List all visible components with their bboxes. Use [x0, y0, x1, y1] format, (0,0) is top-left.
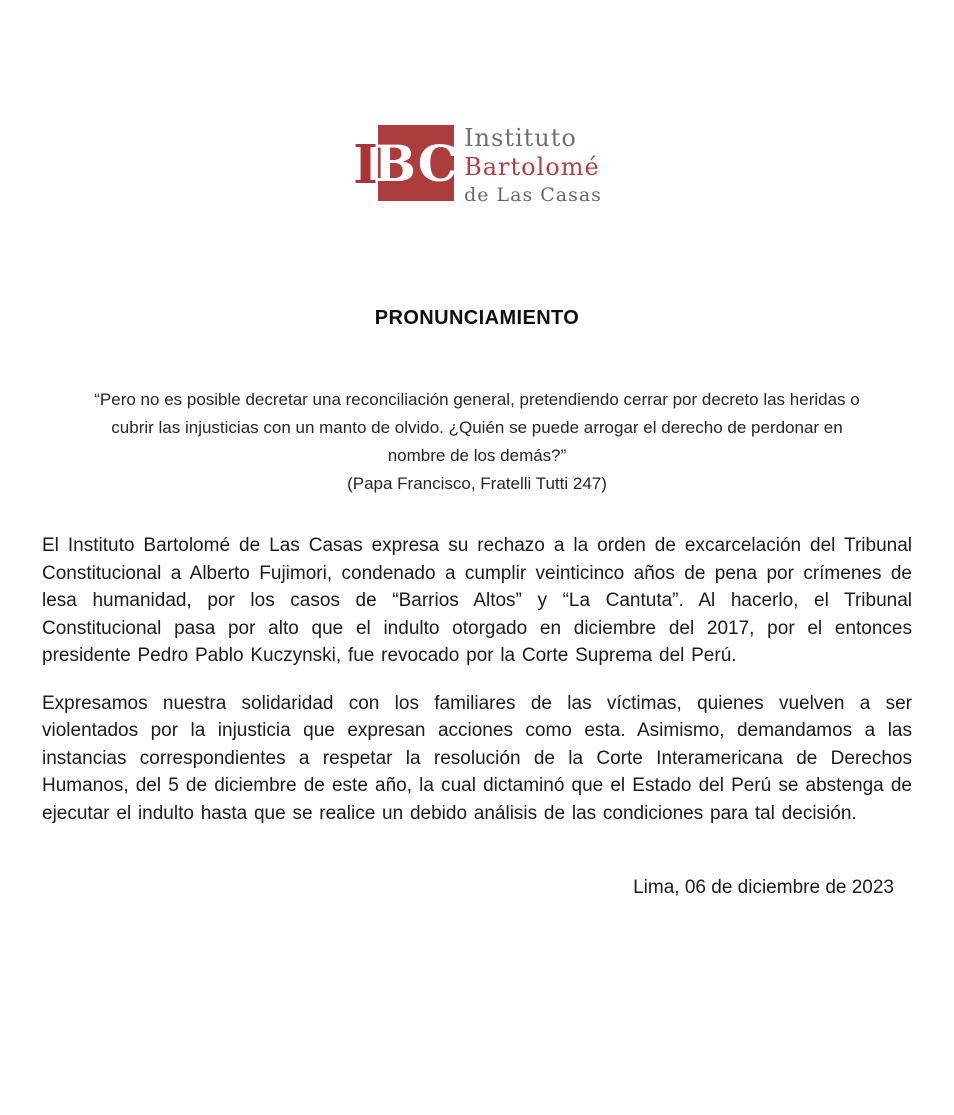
- quote-block: [0, 386, 954, 498]
- logo-letters-bc: BC: [373, 134, 459, 193]
- page-title: PRONUNCIAMIENTO: [374, 307, 580, 329]
- logo-text-bartolome: Bartolomé: [464, 153, 600, 181]
- logo-wordmark: [464, 124, 602, 208]
- logo-square: [373, 125, 459, 201]
- ibc-logo: [0, 0, 954, 208]
- logo-letter-i: I: [353, 134, 378, 196]
- quote-attribution: (Papa Francisco, Fratelli Tutti 247): [347, 474, 607, 493]
- body-paragraph-1: El Instituto Bartolomé de Las Casas expresa su rechazo a la orden de excarcelación del Tribunal Constitucional a Alberto Fujimori, condenado a cumplir veinticinco años de pena por crímenes de lesa humanidad, por los casos de “Barrios Altos” y “La Cantuta”. Al hacerlo, el Tribunal Constitucional pasa por alto que el indulto otorgado en diciembre del 2017, por el entonces presidente Pedro Pablo Kuczynski, fue revocado por la Corte Suprema del Perú.: [42, 535, 912, 666]
- dateline: Lima, 06 de diciembre de 2023: [633, 877, 894, 898]
- ibc-logo-mark: [353, 125, 459, 201]
- quote-line-3: nombre de los demás?”: [387, 446, 567, 465]
- logo-text-de-las-casas: de Las Casas: [464, 184, 602, 206]
- body-paragraph-2: Expresamos nuestra solidaridad con los familiares de las víctimas, quienes vuelven a ser violentados por la injusticia que expresan acciones como esta. Asimismo, demandamos a las instancias correspondientes a respetar la resolución de la Corte Interamericana de Derechos Humanos, del 5 de diciembre de este año, la cual dictaminó que el Estado del Perú se abstenga de ejecutar el indulto hasta que se realice un debido análisis de las condiciones para tal decisión.: [42, 692, 912, 824]
- quote-line-2: cubrir las injusticias con un manto de olvido. ¿Quién se puede arrogar el derecho de perdonar en: [111, 418, 843, 437]
- quote-line-1: “Pero no es posible decretar una reconciliación general, pretendiendo cerrar por decreto las heridas o: [94, 390, 860, 409]
- logo-text-instituto: Instituto: [464, 124, 577, 152]
